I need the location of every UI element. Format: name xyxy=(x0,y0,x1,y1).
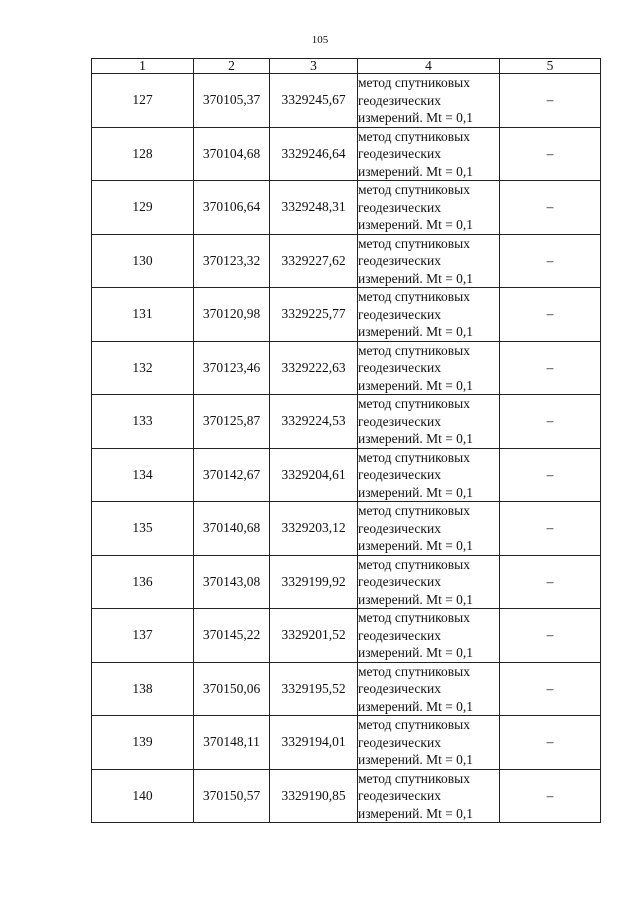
header-col-4: 4 xyxy=(358,59,500,74)
method-line: метод спутниковых xyxy=(358,235,470,251)
point-number-cell: 140 xyxy=(92,769,194,823)
method-cell xyxy=(358,448,500,502)
table-row xyxy=(92,502,601,556)
method-line: геодезических xyxy=(358,520,441,536)
point-number-cell: 127 xyxy=(92,74,194,128)
header-col-5: 5 xyxy=(500,59,601,74)
y-coordinate-cell: 3329248,31 xyxy=(270,181,358,235)
method-cell xyxy=(358,395,500,449)
x-coordinate-cell: 370120,98 xyxy=(194,288,270,342)
point-number-cell: 136 xyxy=(92,555,194,609)
x-coordinate-cell: 370143,08 xyxy=(194,555,270,609)
y-coordinate-cell: 3329227,62 xyxy=(270,234,358,288)
method-line: метод спутниковых xyxy=(358,342,470,358)
table-row xyxy=(92,127,601,181)
point-number-cell: 138 xyxy=(92,662,194,716)
method-line: метод спутниковых xyxy=(358,182,470,197)
point-number-cell: 131 xyxy=(92,288,194,342)
x-coordinate-cell: 370142,67 xyxy=(194,448,270,502)
method-line: геодезических xyxy=(358,467,441,482)
header-row xyxy=(92,59,601,74)
method-line: метод спутниковых xyxy=(358,503,470,518)
method-line: измерений. Mt = 0,1 xyxy=(358,805,474,821)
x-coordinate-cell: 370123,32 xyxy=(194,234,270,288)
note-cell: – xyxy=(500,341,601,395)
table-row xyxy=(92,769,601,823)
note-cell: – xyxy=(500,127,601,181)
note-cell: – xyxy=(500,74,601,128)
y-coordinate-cell: 3329190,85 xyxy=(270,769,358,823)
method-line: метод спутниковых xyxy=(358,449,470,465)
method-cell xyxy=(358,74,500,128)
method-line: геодезических xyxy=(358,627,441,643)
method-line: измерений. Mt = 0,1 xyxy=(358,270,474,286)
table-row xyxy=(92,662,601,716)
point-number-cell: 129 xyxy=(92,181,194,235)
method-line: геодезических xyxy=(358,306,441,322)
method-line: геодезических xyxy=(358,360,441,375)
method-line: измерений. Mt = 0,1 xyxy=(358,324,474,339)
table-row xyxy=(92,74,601,128)
method-line: геодезических xyxy=(358,253,441,268)
table-row xyxy=(92,234,601,288)
y-coordinate-cell: 3329199,92 xyxy=(270,555,358,609)
point-number-cell: 139 xyxy=(92,716,194,770)
x-coordinate-cell: 370145,22 xyxy=(194,609,270,663)
note-cell: – xyxy=(500,288,601,342)
y-coordinate-cell: 3329201,52 xyxy=(270,609,358,663)
table-body xyxy=(92,74,601,823)
note-cell: – xyxy=(500,716,601,770)
point-number-cell: 135 xyxy=(92,502,194,556)
table-row xyxy=(92,288,601,342)
coordinates-table xyxy=(91,58,601,823)
method-line: геодезических xyxy=(358,734,441,750)
table-row xyxy=(92,395,601,449)
table-row xyxy=(92,448,601,502)
method-cell xyxy=(358,555,500,609)
method-cell xyxy=(358,181,500,235)
point-number-cell: 137 xyxy=(92,609,194,663)
table-row xyxy=(92,555,601,609)
x-coordinate-cell: 370105,37 xyxy=(194,74,270,128)
method-line: метод спутниковых xyxy=(358,556,470,572)
method-cell xyxy=(358,234,500,288)
table-row xyxy=(92,181,601,235)
page-number: 105 xyxy=(311,34,329,46)
header-col-1: 1 xyxy=(92,59,194,74)
x-coordinate-cell: 370140,68 xyxy=(194,502,270,556)
point-number-cell: 128 xyxy=(92,127,194,181)
point-number-cell: 134 xyxy=(92,448,194,502)
y-coordinate-cell: 3329204,61 xyxy=(270,448,358,502)
x-coordinate-cell: 370150,57 xyxy=(194,769,270,823)
x-coordinate-cell: 370148,11 xyxy=(194,716,270,770)
method-line: геодезических xyxy=(358,146,441,161)
y-coordinate-cell: 3329246,64 xyxy=(270,127,358,181)
method-line: метод спутниковых xyxy=(358,289,470,304)
method-line: геодезических xyxy=(358,574,441,589)
method-line: метод спутниковых xyxy=(358,610,470,625)
method-line: измерений. Mt = 0,1 xyxy=(358,538,474,553)
method-line: измерений. Mt = 0,1 xyxy=(358,645,474,660)
x-coordinate-cell: 370150,06 xyxy=(194,662,270,716)
method-cell xyxy=(358,502,500,556)
y-coordinate-cell: 3329203,12 xyxy=(270,502,358,556)
method-line: метод спутниковых xyxy=(358,75,470,90)
note-cell: – xyxy=(500,769,601,823)
note-cell: – xyxy=(500,555,601,609)
method-cell xyxy=(358,127,500,181)
point-number-cell: 132 xyxy=(92,341,194,395)
method-cell xyxy=(358,341,500,395)
y-coordinate-cell: 3329194,01 xyxy=(270,716,358,770)
method-line: геодезических xyxy=(358,681,441,696)
method-cell xyxy=(358,769,500,823)
y-coordinate-cell: 3329224,53 xyxy=(270,395,358,449)
y-coordinate-cell: 3329195,52 xyxy=(270,662,358,716)
method-line: геодезических xyxy=(358,199,441,215)
point-number-cell: 133 xyxy=(92,395,194,449)
method-cell xyxy=(358,288,500,342)
y-coordinate-cell: 3329222,63 xyxy=(270,341,358,395)
note-cell: – xyxy=(500,448,601,502)
method-line: геодезических xyxy=(358,92,441,108)
method-line: метод спутниковых xyxy=(358,770,470,786)
note-cell: – xyxy=(500,662,601,716)
method-line: метод спутниковых xyxy=(358,396,470,411)
method-cell xyxy=(358,609,500,663)
table-header xyxy=(92,59,601,74)
method-line: измерений. Mt = 0,1 xyxy=(358,163,474,179)
x-coordinate-cell: 370125,87 xyxy=(194,395,270,449)
y-coordinate-cell: 3329245,67 xyxy=(270,74,358,128)
method-line: измерений. Mt = 0,1 xyxy=(358,591,474,607)
x-coordinate-cell: 370104,68 xyxy=(194,127,270,181)
method-line: метод спутниковых xyxy=(358,663,470,679)
x-coordinate-cell: 370123,46 xyxy=(194,341,270,395)
note-cell: – xyxy=(500,609,601,663)
method-line: измерений. Mt = 0,1 xyxy=(358,110,474,125)
method-line: измерений. Mt = 0,1 xyxy=(358,484,474,500)
method-line: измерений. Mt = 0,1 xyxy=(358,377,474,393)
point-number-cell: 130 xyxy=(92,234,194,288)
note-cell: – xyxy=(500,395,601,449)
table-row xyxy=(92,609,601,663)
method-cell xyxy=(358,716,500,770)
method-line: измерений. Mt = 0,1 xyxy=(358,217,474,232)
method-line: геодезических xyxy=(358,788,441,803)
header-col-3: 3 xyxy=(270,59,358,74)
note-cell: – xyxy=(500,181,601,235)
method-line: измерений. Mt = 0,1 xyxy=(358,698,474,714)
y-coordinate-cell: 3329225,77 xyxy=(270,288,358,342)
method-line: измерений. Mt = 0,1 xyxy=(358,752,474,767)
note-cell: – xyxy=(500,234,601,288)
header-col-2: 2 xyxy=(194,59,270,74)
method-line: геодезических xyxy=(358,413,441,429)
table-row xyxy=(92,716,601,770)
method-line: измерений. Mt = 0,1 xyxy=(358,431,474,446)
method-line: метод спутниковых xyxy=(358,717,470,732)
x-coordinate-cell: 370106,64 xyxy=(194,181,270,235)
note-cell: – xyxy=(500,502,601,556)
method-line: метод спутниковых xyxy=(358,128,470,144)
method-cell xyxy=(358,662,500,716)
table-row xyxy=(92,341,601,395)
